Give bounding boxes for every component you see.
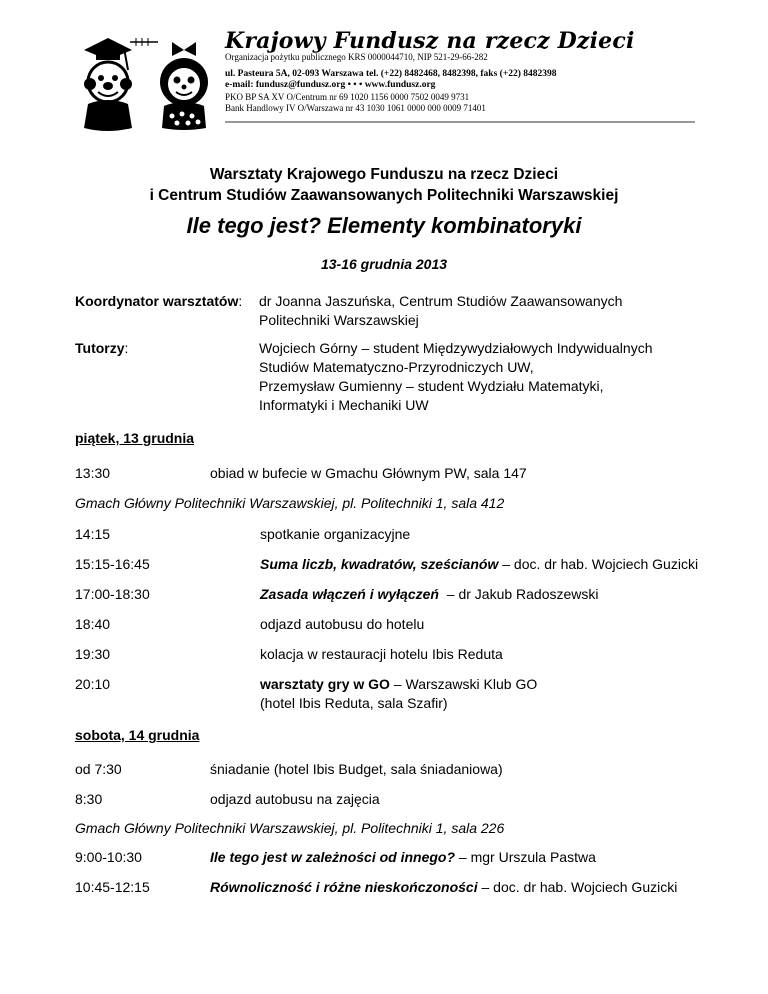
heading-line-1: Warsztaty Krajowego Funduszu na rzecz Dzieci (209, 166, 559, 183)
schedule-row: 8:30 odjazd autobusu na zajęcia (75, 791, 380, 807)
org-name: Krajowy Fundusz na rzecz Dzieci (225, 28, 635, 54)
lecture-title: Równoliczność i różne nieskończoności (210, 879, 478, 895)
address-line-1: ul. Pasteura 5A, 02-093 Warszawa tel. (+22) 8482468, 8482398, faks (+22) 8482398 (225, 69, 557, 79)
workshop-title: Ile tego jest? Elementy kombinatoryki (186, 213, 582, 238)
workshop-heading (0, 164, 768, 206)
schedule-row: 20:10 warsztaty gry w GO – Warszawski Klub GO (hotel Ibis Reduta, sala Szafir) (75, 676, 538, 711)
day-heading-saturday: sobota, 14 grudnia (75, 727, 200, 743)
bank-accounts (225, 92, 486, 114)
address-line-2: e-mail: fundusz@fundusz.org • • • www.fundusz.org (225, 80, 436, 90)
schedule-row: 19:30 kolacja w restauracji hotelu Ibis Reduta (75, 646, 503, 662)
heading-line-2: i Centrum Studiów Zaawansowanych Politechniki Warszawskiej (149, 187, 619, 204)
coordinator-label: Koordynator warsztatów: (75, 293, 243, 309)
venue-friday: Gmach Główny Politechniki Warszawskiej, pl. Politechniki 1, sala 412 (75, 495, 505, 511)
tutors-label: Tutorzy: (75, 340, 129, 356)
children-logo-icon (76, 32, 216, 132)
schedule-row: 10:45-12:15 Równoliczność i różne nieskończoności – doc. dr hab. Wojciech Guzicki (75, 879, 678, 895)
schedule-row: 9:00-10:30 Ile tego jest w zależności od innego? – mgr Urszula Pastwa (75, 849, 596, 865)
schedule-row: 15:15-16:45 Suma liczb, kwadratów, sześcianów – doc. dr hab. Wojciech Guzicki (75, 556, 699, 572)
org-subtitle: Organizacja pożytku publicznego KRS 0000044710, NIP 521-29-66-282 (225, 52, 488, 62)
schedule-row: 14:15 spotkanie organizacyjne (75, 526, 411, 542)
lecture-title: Zasada włączeń i wyłączeń (260, 586, 439, 602)
schedule-row: 17:00-18:30 Zasada włączeń i wyłączeń – dr Jakub Radoszewski (75, 586, 599, 602)
org-address (225, 69, 557, 91)
coordinator-value: dr Joanna Jaszuńska, Centrum Studiów Zaawansowanych Politechniki Warszawskiej (259, 293, 623, 328)
day-heading-friday: piątek, 13 grudnia (75, 430, 195, 446)
schedule-row: 18:40 odjazd autobusu do hotelu (75, 616, 425, 632)
workshop-dates: 13-16 grudnia 2013 (320, 256, 448, 272)
schedule-row: 13:30 obiad w bufecie w Gmachu Głównym PW, sala 147 (75, 465, 527, 481)
bank-line-1: PKO BP SA XV O/Centrum nr 69 1020 1156 0000 7502 0049 9731 (225, 92, 470, 102)
bank-line-2: Bank Handlowy IV O/Warszawa nr 43 1030 1061 0000 000 0009 71401 (225, 103, 486, 113)
tutors-value: Wojciech Górny – student Międzywydziałowych Indywidualnych Studiów Matematyczno-Przyrodniczych UW, Przemysław Gumienny – student Wydziału Matematyki, Informatyki i Mechaniki UW (259, 340, 653, 413)
event-title: warsztaty gry w GO (260, 676, 390, 692)
header-divider (225, 121, 695, 123)
lecture-title: Suma liczb, kwadratów, sześcianów (260, 556, 499, 572)
schedule-row: od 7:30 śniadanie (hotel Ibis Budget, sala śniadaniowa) (75, 761, 503, 777)
lecture-title: Ile tego jest w zależności od innego? (210, 849, 456, 865)
venue-saturday: Gmach Główny Politechniki Warszawskiej, pl. Politechniki 1, sala 226 (75, 820, 505, 836)
